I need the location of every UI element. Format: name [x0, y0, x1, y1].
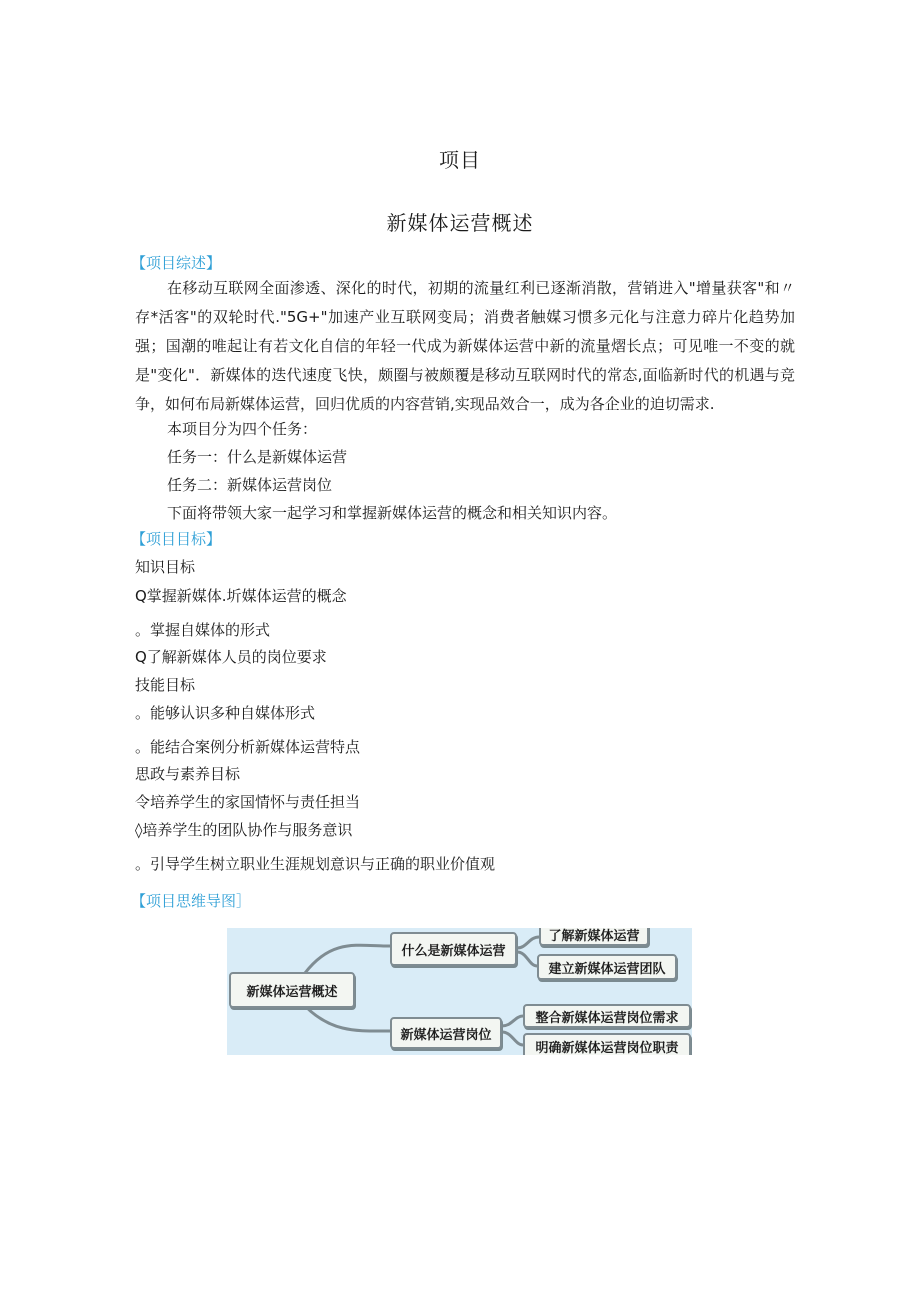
- page-title: 新媒体运营概述: [386, 211, 534, 235]
- knowledge-goal-item: Q了解新媒体人员的岗位要求: [135, 648, 327, 666]
- quality-goal-item: ◊培养学生的团队协作与服务意识: [135, 821, 353, 839]
- mind-map-leaf-node: 建立新媒体运营团队: [537, 954, 677, 980]
- knowledge-goal-item: Q掌握新媒体.圻媒体运营的概念: [135, 587, 347, 605]
- knowledge-goal-item: 。掌握自媒体的形式: [135, 621, 271, 639]
- quality-goals-title: 思政与素养目标: [135, 765, 241, 783]
- mind-map-branch-node: 新媒体运营岗位: [390, 1017, 502, 1049]
- connector-branch1-leaf1: [517, 937, 539, 948]
- connector-root-branch2: [305, 1006, 390, 1031]
- connector-branch2-leaf2: [502, 1032, 523, 1045]
- skill-goals-title: 技能目标: [135, 676, 196, 694]
- mind-map-root-node: 新媒体运营概述: [229, 972, 355, 1008]
- project-label: 项目: [439, 148, 481, 172]
- overview-heading: 【项目综述】: [131, 254, 222, 272]
- skill-goal-item: 。能结合案例分析新媒体运营特点: [135, 738, 361, 756]
- quality-goal-item: 。引导学生树立职业生涯规划意识与正确的职业价值观: [135, 855, 496, 873]
- connector-branch1-leaf2: [517, 952, 537, 966]
- overview-paragraph: 在移动互联网全面渗透、深化的时代，初期的流量红利已逐渐消散，营销进入"增量获客"和〃存*活客"的双轮时代."5G+"加速产业互联网变局；消费者触媒习惯多元化与注意力碎片化趋势加强；国潮的唯起让有若文化自信的年轻一代成为新媒体运营中新的流量熠长点；可见唯一不变的就是"变化"．新媒体的迭代速度飞快，颇圈与被颇覆是移动互联网时代的常态,面临新时代的机遇与竞争，如何布局新媒体运营，回归优质的内容营销,实现品效合一，成为各企业的迫切需求.: [135, 279, 795, 413]
- mind-map-diagram: [227, 928, 692, 1055]
- overview-closing: 下面将带领大家一起学习和掌握新媒体运营的概念和相关知识内容。: [167, 504, 618, 522]
- connector-root-branch1: [305, 945, 390, 973]
- tasks-intro: 本项目分为四个任务：: [167, 420, 318, 438]
- knowledge-goals-title: 知识目标: [135, 558, 196, 576]
- connector-branch2-leaf1: [502, 1016, 523, 1026]
- task-1: 任务一：什么是新媒体运营: [167, 448, 348, 466]
- mind-map-branch-node: 什么是新媒体运营: [390, 932, 517, 966]
- mind-map-leaf-node: 整合新媒体运营岗位需求: [523, 1004, 691, 1028]
- task-2: 任务二：新媒体运营岗位: [167, 476, 333, 494]
- skill-goal-item: 。能够认识多种自媒体形式: [135, 704, 316, 722]
- goals-heading: 【项目目标】: [131, 530, 222, 548]
- mind-map-leaf-node: 了解新媒体运营: [539, 928, 649, 946]
- mind-map-leaf-node: 明确新媒体运营岗位职责: [523, 1033, 691, 1055]
- quality-goal-item: 令培养学生的家国情怀与责任担当: [135, 793, 361, 811]
- mindmap-heading: 【项目思维导图］: [131, 892, 252, 910]
